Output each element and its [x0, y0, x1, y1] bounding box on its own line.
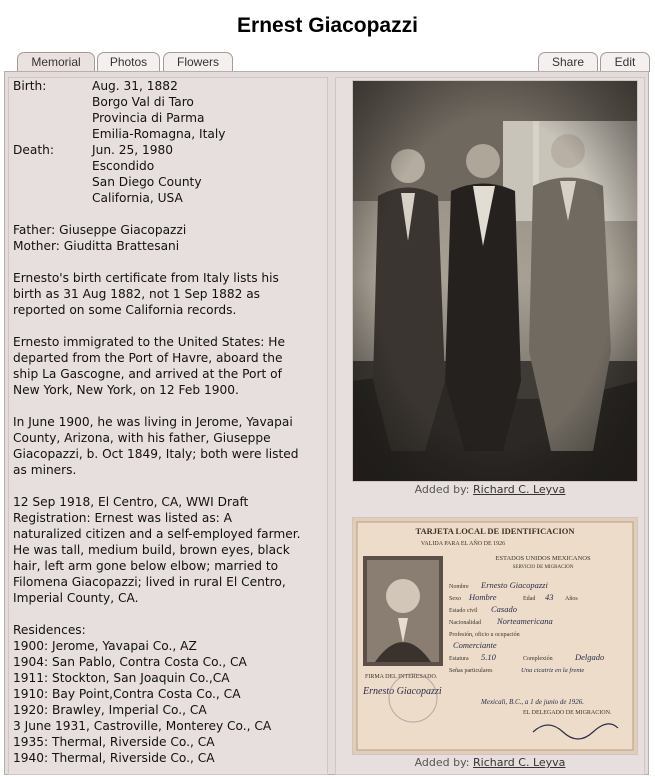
bio-paragraph: [13, 270, 325, 318]
bio-line: departed from the Port of Havre, aboard the: [13, 351, 283, 365]
card-value-firma: Ernesto Giacopazzi: [363, 686, 442, 697]
added-by-label: Added by:: [414, 483, 470, 496]
birth-place-line: Emilia-Romagna, Italy: [92, 127, 226, 141]
card-value-profesion: Comerciante: [453, 640, 497, 650]
card-value-complexion: Delgado: [575, 652, 605, 662]
bio-line: He was tall, medium build, brown eyes, black: [13, 543, 290, 557]
parents: [13, 222, 325, 254]
card-field-sexo: Sexo: [449, 596, 461, 602]
photo-three-men-frame[interactable]: [352, 80, 638, 482]
card-header-1: TARJETA LOCAL DE IDENTIFICACION: [415, 526, 575, 536]
card-field-edad: Edad: [523, 596, 536, 602]
death-date: Jun. 25, 1980: [92, 143, 174, 157]
death-place-line: San Diego County: [92, 175, 202, 189]
residences-heading: Residences:: [13, 623, 86, 637]
photo1-added-by-link[interactable]: Richard C. Leyva: [473, 483, 566, 496]
photo1-caption: [335, 483, 645, 496]
death-details: [92, 142, 202, 206]
birth-place-line: Borgo Val di Taro: [92, 95, 194, 109]
bio-line: Filomena Giacopazzi; lived in rural El Centro,: [13, 575, 286, 589]
card-header-4: SERVICIO DE MIGRACION: [512, 565, 574, 570]
birth-details: [92, 78, 225, 142]
bio-line: ship La Gascogne, and arrived at the Port of: [13, 367, 282, 381]
bio-line: reported on some California records.: [13, 303, 237, 317]
birth-label: Birth:: [13, 79, 47, 93]
card-header-3: ESTADOS UNIDOS MEXICANOS: [495, 555, 591, 562]
card-value-anos: Años: [565, 596, 578, 602]
birth-row: [13, 78, 325, 142]
card-field-profesion: Profesión, oficio u ocupación: [449, 632, 520, 638]
death-place-line: California, USA: [92, 191, 183, 205]
birth-date: Aug. 31, 1882: [92, 79, 178, 93]
card-value-nombre: Ernesto Giacopazzi: [481, 580, 548, 590]
added-by-label: Added by:: [414, 756, 470, 769]
card-field-estado: Estado civil: [449, 608, 478, 614]
bio-paragraph: [13, 334, 325, 398]
tab-photos[interactable]: Photos: [97, 52, 160, 72]
card-value-sexo: Hombre: [469, 592, 497, 602]
tab-flowers[interactable]: Flowers: [163, 52, 233, 72]
card-header-2: VALIDA PARA EL AÑO DE 1926: [420, 541, 506, 547]
card-field-delegado: EL DELEGADO DE MIGRACION.: [523, 710, 612, 716]
card-field-senas: Señas particulares: [449, 668, 493, 674]
bio-line: Giacopazzi, b. Oct 1849, Italy; both were listed: [13, 447, 299, 461]
bio-line: as miners.: [13, 463, 77, 477]
bio-paragraph: [13, 494, 325, 606]
residence-item: 1910: Bay Point,Contra Costa Co., CA: [13, 687, 241, 701]
mother: Mother: Giuditta Brattesani: [13, 239, 180, 253]
card-field-nombre: Nombre: [449, 584, 469, 590]
tab-edit[interactable]: Edit: [600, 52, 650, 72]
card-value-edad: 43: [545, 592, 554, 602]
card-value-estatura: 5.10: [481, 652, 496, 662]
tab-memorial[interactable]: Memorial: [17, 52, 95, 73]
bio-line: Ernesto immigrated to the United States: He: [13, 335, 285, 349]
card-value-estado: Casado: [491, 604, 517, 614]
residence-item: 3 June 1931, Castroville, Monterey Co., CA: [13, 719, 272, 733]
photo2-added-by-link[interactable]: Richard C. Leyva: [473, 756, 566, 769]
bio-line: County, Arizona, with his father, Giuseppe: [13, 431, 271, 445]
bio-line: birth as 31 Aug 1882, not 1 Sep 1882 as: [13, 287, 261, 301]
bio-line: Ernesto's birth certificate from Italy lists his: [13, 271, 279, 285]
bio-line: naturalized citizen and a self-employed farmer.: [13, 527, 301, 541]
residence-item: 1904: San Pablo, Contra Costa Co., CA: [13, 655, 247, 669]
death-label: Death:: [13, 143, 54, 157]
residence-item: 1920: Brawley, Imperial Co., CA: [13, 703, 207, 717]
residence-item: 1900: Jerome, Yavapai Co., AZ: [13, 639, 197, 653]
card-field-complexion: Complexión: [523, 656, 553, 662]
father: Father: Giuseppe Giacopazzi: [13, 223, 187, 237]
photo-id-card-frame[interactable]: [352, 517, 638, 755]
residences: [13, 622, 325, 766]
birth-place-line: Provincia di Parma: [92, 111, 205, 125]
photo2-caption: [335, 756, 645, 769]
tab-share[interactable]: Share: [538, 52, 598, 72]
bio-line: New York, New York, on 12 Feb 1900.: [13, 383, 239, 397]
bio-line: hair, left arm gone below elbow; married to: [13, 559, 279, 573]
death-row: [13, 142, 325, 206]
photo-id-card: [353, 518, 637, 754]
bio-line: Imperial County, CA.: [13, 591, 139, 605]
card-value-lugar: Mexicali, B.C., a 1 de junio de 1926.: [481, 698, 585, 706]
page-title: Ernest Giacopazzi: [237, 14, 418, 37]
card-value-nacionalidad: Norteamericana: [497, 616, 553, 626]
bio-content: [13, 78, 325, 766]
card-field-nacionalidad: Nacionalidad: [449, 620, 481, 626]
card-field-firma: FIRMA DEL INTERESADO.: [365, 674, 438, 680]
bio-paragraph: [13, 414, 325, 478]
residence-item: 1911: Stockton, San Joaquin Co.,CA: [13, 671, 230, 685]
photo-three-men: [353, 81, 637, 481]
residence-item: 1940: Thermal, Riverside Co., CA: [13, 751, 215, 765]
residence-item: 1935: Thermal, Riverside Co., CA: [13, 735, 215, 749]
bio-line: 12 Sep 1918, El Centro, CA, WWI Draft: [13, 495, 249, 509]
bio-line: In June 1900, he was living in Jerome, Yavapai: [13, 415, 293, 429]
death-place-line: Escondido: [92, 159, 155, 173]
card-value-senas: Una cicatriz en la frente: [521, 667, 585, 674]
bio-line: Registration: Ernest was listed as: A: [13, 511, 232, 525]
card-field-estatura: Estatura: [449, 656, 469, 662]
